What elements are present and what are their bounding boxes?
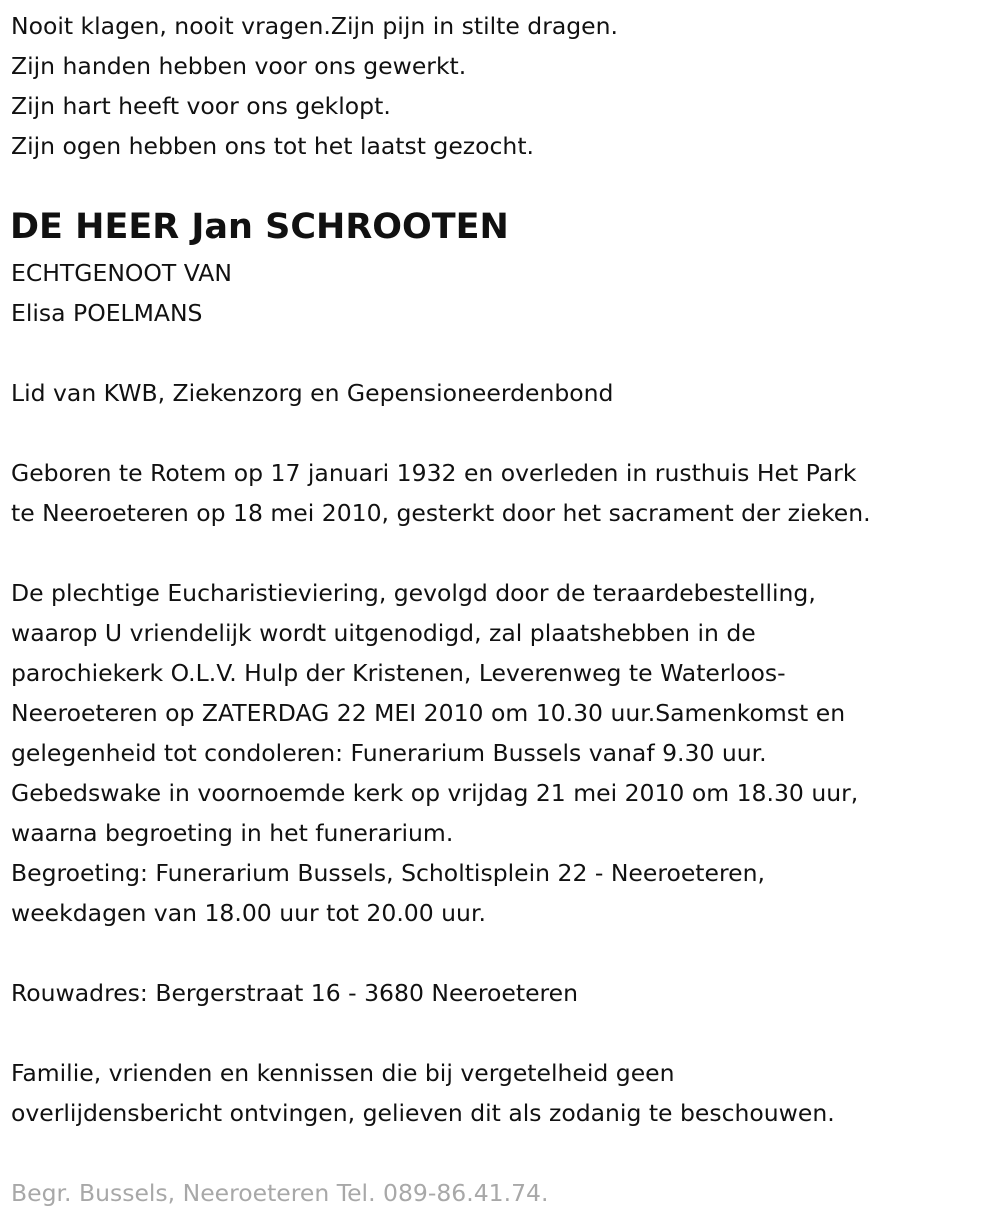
ceremony-line: Begroeting: Funerarium Bussels, Scholtisplein 22 - Neeroeteren,	[11, 859, 765, 887]
mourning-address: Rouwadres: Bergerstraat 16 - 3680 Neeroeteren	[11, 979, 579, 1007]
ceremony-line: weekdagen van 18.00 uur tot 20.00 uur.	[11, 899, 486, 927]
funeral-home-footer: Begr. Bussels, Neeroeteren Tel. 089-86.41.74.	[11, 1179, 549, 1207]
deceased-name: DE HEER Jan SCHROOTEN	[10, 207, 509, 247]
ceremony-line: parochiekerk O.L.V. Hulp der Kristenen, Leverenweg te Waterloos-	[11, 659, 786, 687]
poem-line: Zijn ogen hebben ons tot het laatst gezocht.	[11, 132, 535, 160]
ceremony-line: waarop U vriendelijk wordt uitgenodigd, zal plaatshebben in de	[11, 619, 756, 647]
ceremony-line: Neeroeteren op ZATERDAG 22 MEI 2010 om 10.30 uur.Samenkomst en	[11, 699, 846, 727]
poem-line: Zijn handen hebben voor ons gewerkt.	[11, 52, 467, 80]
ceremony-line: waarna begroeting in het funerarium.	[11, 819, 454, 847]
spouse-name: Elisa POELMANS	[11, 299, 203, 327]
birth-line: te Neeroeteren op 18 mei 2010, gesterkt door het sacrament der zieken.	[11, 499, 871, 527]
membership: Lid van KWB, Ziekenzorg en Gepensioneerdenbond	[11, 379, 614, 407]
spouse-label: ECHTGENOOT VAN	[11, 259, 232, 287]
notice-line: Familie, vrienden en kennissen die bij vergetelheid geen	[11, 1059, 675, 1087]
poem-line: Zijn hart heeft voor ons geklopt.	[11, 92, 391, 120]
ceremony-line: gelegenheid tot condoleren: Funerarium Bussels vanaf 9.30 uur.	[11, 739, 767, 767]
ceremony-line: Gebedswake in voornoemde kerk op vrijdag 21 mei 2010 om 18.30 uur,	[11, 779, 859, 807]
birth-line: Geboren te Rotem op 17 januari 1932 en overleden in rusthuis Het Park	[11, 459, 857, 487]
poem-line: Nooit klagen, nooit vragen.Zijn pijn in stilte dragen.	[11, 12, 618, 40]
ceremony-line: De plechtige Eucharistieviering, gevolgd door de teraardebestelling,	[11, 579, 816, 607]
notice-line: overlijdensbericht ontvingen, gelieven dit als zodanig te beschouwen.	[11, 1099, 835, 1127]
